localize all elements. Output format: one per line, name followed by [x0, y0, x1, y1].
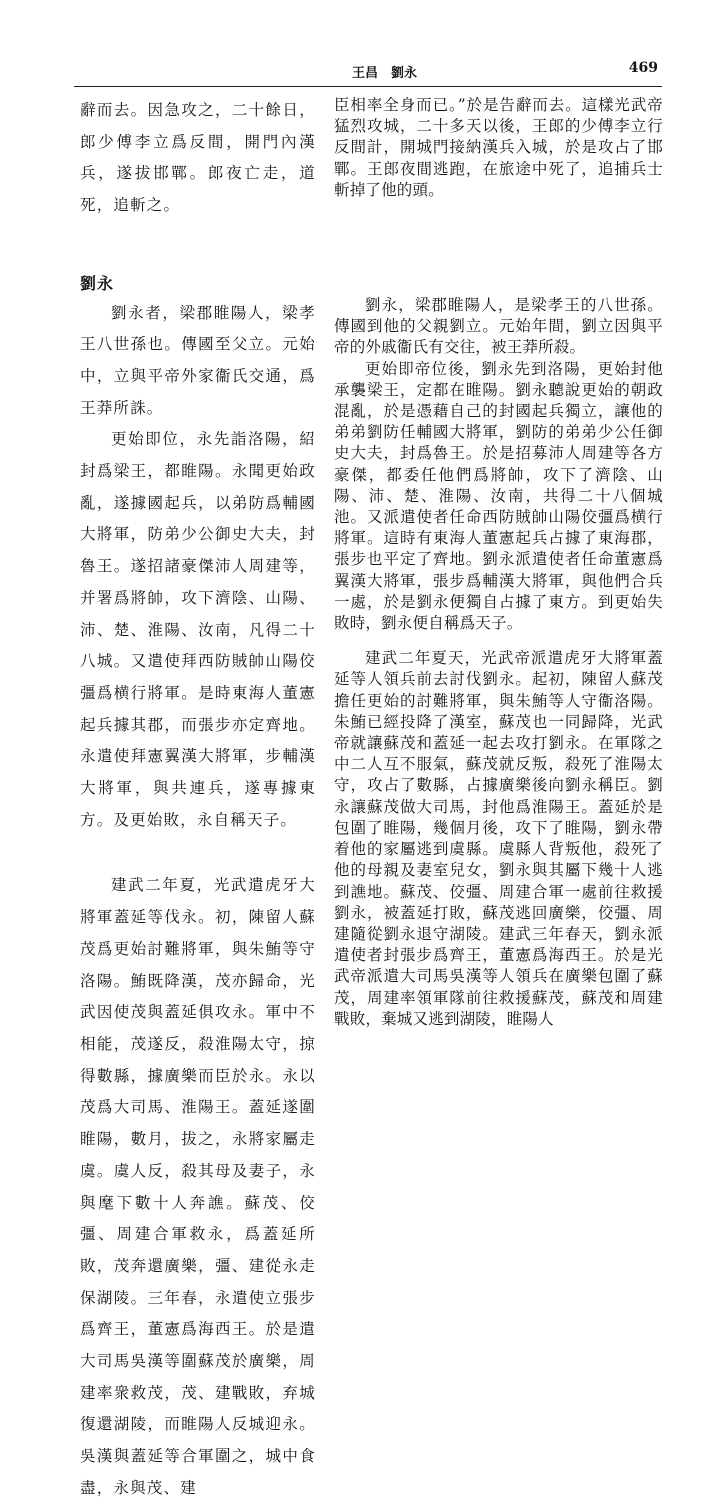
running-title: 王昌 劉永	[352, 66, 418, 81]
previous-section-tail: 辭而去。因急攻之，二十餘日，郎少傅李立爲反間，開門內漢兵，遂拔邯鄲。郎夜亡走，道死，追斬之。	[80, 101, 316, 215]
translation-column	[334, 95, 663, 1028]
original-paragraph: 更始即位，永先詣洛陽，紹封爲梁王，都睢陽。永聞更始政亂，遂據國起兵，以弟防爲輔國大將軍，防弟少公御史大夫，封魯王。遂招諸豪傑沛人周建等，并署爲將帥，攻下濟陰、山陽、沛、楚、淮陽、汝南，凡得二十八城。又遣使拜西防賊帥山陽佼彊爲横行將軍。是時東海人董憲起兵據其郡，而張步亦定齊地。永遣使拜憲翼漢大將軍，步輔漢大將軍，與共連兵，遂專據東方。及更始敗，永自稱天子。	[80, 430, 316, 829]
original-paragraph: 劉永者，梁郡睢陽人，梁孝王八世孫也。傳國至父立。元始中，立與平帝外家衞氏交通，爲王莽所誅。	[80, 303, 316, 417]
section-gap	[334, 201, 663, 295]
original-paragraph: 建武二年夏，光武遣虎牙大將軍蓋延等伐永。初，陳留人蘇茂爲更始討難將軍，與朱鮪等守洛陽。鮪既降漢，茂亦歸命，光武因使茂與蓋延俱攻永。軍中不相能，茂遂反，殺淮陽太守，掠得數縣，據廣樂而臣於永。永以茂爲大司馬、淮陽王。蓋延遂圍睢陽，數月，拔之，永將家屬走虞。虞人反，殺其母及妻子，永與麾下數十人奔譙。蘇茂、佼彊、周建合軍救永，爲蓋延所敗，茂奔還廣樂，彊、建從永走保湖陵。三年春，永遣使立張步爲齊王，董憲爲海西王。於是遣大司馬吳漢等圍蘇茂於廣樂，周建率衆救茂，茂、建戰敗，弃城復還湖陵，而睢陽人反城迎永。吳漢與蓋延等合軍圍之，城中食盡，永與茂、建	[80, 876, 316, 1497]
translation-paragraph: 更始即帝位後，劉永先到洛陽，更始封他承襲梁王，定都在睢陽。劉永聽說更始的朝政混亂，於是憑藉自己的封國起兵獨立，讓他的弟弟劉防任輔國大將軍，劉防的弟弟少公任御史大夫，封爲魯王。於是招募沛人周建等各方豪傑，都委任他們爲將帥，攻下了濟陰、山陽、沛、楚、淮陽、汝南，共得二十八個城池。又派遣使者任命西防賊帥山陽佼彊爲横行將軍。這時有東海人董憲起兵占據了東海郡，張步也平定了齊地。劉永派遣使者任命董憲爲翼漢大將軍，張步爲輔漢大將軍，與他們合兵一處，於是劉永便獨自占據了東方。到更始失敗時，劉永便自稱爲天子。	[334, 359, 663, 633]
paragraph-gap	[80, 836, 316, 870]
page-header	[60, 62, 660, 82]
section-title: 劉永	[80, 273, 115, 293]
page-number: 469	[628, 60, 658, 76]
header-rule	[74, 86, 662, 87]
previous-translation-tail: 臣相率全身而已。”於是告辭而去。這樣光武帝猛烈攻城，二十多天以後，王郎的少傅李立行反間計，開城門接納漢兵入城，於是攻占了邯鄲。王郎夜間逃跑，在旅途中死了，追捕兵士斬掉了他的頭。	[334, 96, 663, 199]
translation-paragraph: 劉永，梁郡睢陽人，是梁孝王的八世孫。傳國到他的父親劉立。元始年間，劉立因與平帝的外戚衞氏有交往，被王莽所殺。	[334, 296, 663, 357]
original-text-column	[80, 95, 316, 1497]
paragraph-gap	[334, 634, 663, 648]
translation-paragraph: 建武二年夏天，光武帝派遣虎牙大將軍蓋延等人領兵前去討伐劉永。起初，陳留人蘇茂擔任更始的討難將軍，與朱鮪等人守衞洛陽。朱鮪已經投降了漢室，蘇茂也一同歸降，光武帝就讓蘇茂和蓋延一起去攻打劉永。在軍隊之中二人互不服氣，蘇茂就反叛，殺死了淮陽太守，攻占了數縣，占據廣樂後向劉永稱臣。劉永讓蘇茂做大司馬，封他爲淮陽王。蓋延於是包圍了睢陽，幾個月後，攻下了睢陽，劉永帶着他的家屬逃到虞縣。虞縣人背叛他，殺死了他的母親及妻室兒女，劉永與其屬下幾十人逃到譙地。蘇茂、佼彊、周建合軍一處前往救援劉永，被蓋延打敗，蘇茂逃回廣樂，佼彊、周建隨從劉永退守湖陵。建武三年春天，劉永派遣使者封張步爲齊王，董憲爲海西王。於是光武帝派遣大司馬吳漢等人領兵在廣樂包圍了蘇茂，周建率領軍隊前往救援蘇茂，蘇茂和周建戰敗，棄城又逃到湖陵，睢陽人	[334, 649, 663, 1028]
